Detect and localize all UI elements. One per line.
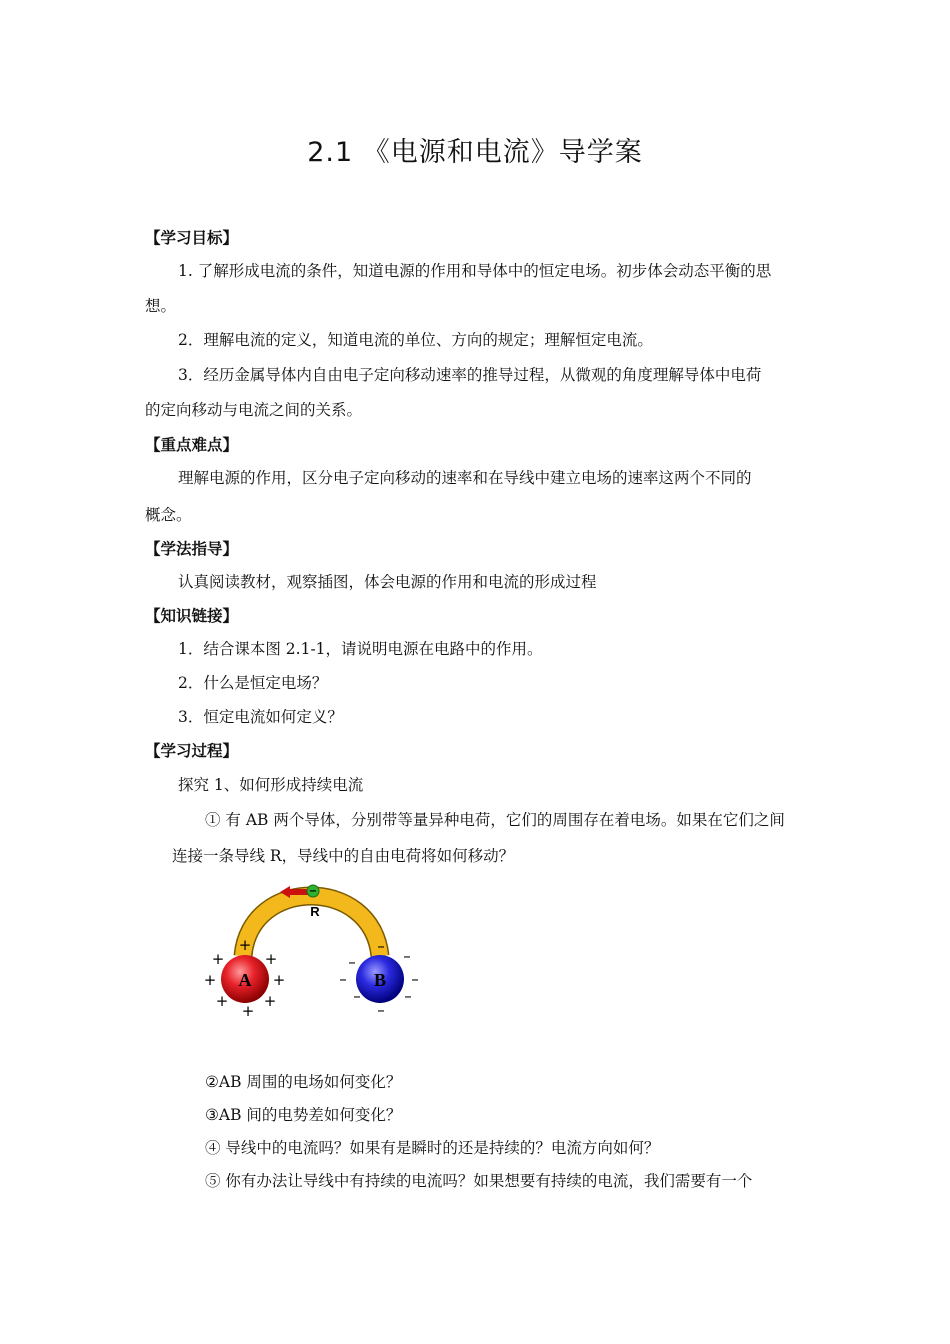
minus-sign: – bbox=[403, 947, 411, 965]
electron-symbol: − bbox=[308, 886, 318, 897]
objectives-line: 的定向移动与电流之间的关系。 bbox=[145, 401, 363, 419]
key-points-line: 理解电源的作用，区分电子定向移动的速率和在导线中建立电场的速率这两个不同的 bbox=[178, 469, 752, 487]
plus-sign: + bbox=[263, 992, 277, 1010]
knowledge-link-line: 3．恒定电流如何定义？ bbox=[178, 708, 343, 726]
objectives-line: 3．经历金属导体内自由电子定向移动速率的推导过程，从微观的角度理解导体中电荷 bbox=[178, 366, 762, 384]
minus-sign: – bbox=[377, 1001, 385, 1019]
plus-sign: + bbox=[211, 950, 225, 968]
plus-sign: + bbox=[264, 950, 278, 968]
knowledge-link-line: 2．什么是恒定电场？ bbox=[178, 674, 328, 692]
plus-sign: + bbox=[215, 992, 229, 1010]
knowledge-link-line: 1．结合课本图 2.1-1，请说明电源在电路中的作用。 bbox=[178, 640, 543, 658]
plus-sign: + bbox=[238, 936, 252, 954]
question-line: ⑤ 你有办法让导线中有持续的电流吗？如果想要有持续的电流，我们需要有一个 bbox=[205, 1172, 753, 1190]
process-heading: 【学习过程】 bbox=[145, 742, 239, 760]
objectives-heading: 【学习目标】 bbox=[145, 229, 239, 247]
objectives-line: 1. 了解形成电流的条件，知道电源的作用和导体中的恒定电场。初步体会动态平衡的思 bbox=[178, 262, 772, 280]
minus-sign: – bbox=[377, 937, 385, 955]
minus-sign: – bbox=[404, 987, 412, 1005]
objectives-line: 想。 bbox=[145, 297, 177, 315]
minus-sign: – bbox=[348, 953, 356, 971]
process-line: ① 有 AB 两个导体，分别带等量异种电荷，它们的周围存在着电场。如果在它们之间 bbox=[205, 811, 785, 829]
minus-sign: – bbox=[353, 987, 361, 1005]
process-line: 连接一条导线 R，导线中的自由电荷将如何移动？ bbox=[172, 847, 515, 865]
sphere-a-label: A bbox=[238, 970, 252, 990]
sphere-b-label: B bbox=[373, 970, 387, 990]
question-line: ②AB 周围的电场如何变化？ bbox=[205, 1073, 402, 1091]
document-title: 2.1 《电源和电流》导学案 bbox=[307, 137, 643, 168]
minus-sign: – bbox=[339, 970, 347, 988]
method-heading: 【学法指导】 bbox=[145, 540, 239, 558]
process-line: 探究 1、如何形成持续电流 bbox=[178, 776, 364, 794]
objectives-line: 2．理解电流的定义，知道电流的单位、方向的规定；理解恒定电流。 bbox=[178, 331, 653, 349]
charged-conductors-figure bbox=[200, 878, 420, 1023]
question-line: ③AB 间的电势差如何变化？ bbox=[205, 1106, 402, 1124]
plus-sign: + bbox=[272, 971, 286, 989]
plus-sign: + bbox=[241, 1002, 255, 1020]
knowledge-links-heading: 【知识链接】 bbox=[145, 607, 239, 625]
question-line: ④ 导线中的电流吗？如果有是瞬时的还是持续的？电流方向如何？ bbox=[205, 1139, 660, 1157]
minus-sign: – bbox=[411, 970, 419, 988]
key-points-heading: 【重点难点】 bbox=[145, 436, 239, 454]
plus-sign: + bbox=[203, 971, 217, 989]
wire-label: R bbox=[310, 904, 320, 919]
key-points-line: 概念。 bbox=[145, 506, 192, 524]
method-line: 认真阅读教材，观察插图，体会电源的作用和电流的形成过程 bbox=[178, 573, 597, 591]
